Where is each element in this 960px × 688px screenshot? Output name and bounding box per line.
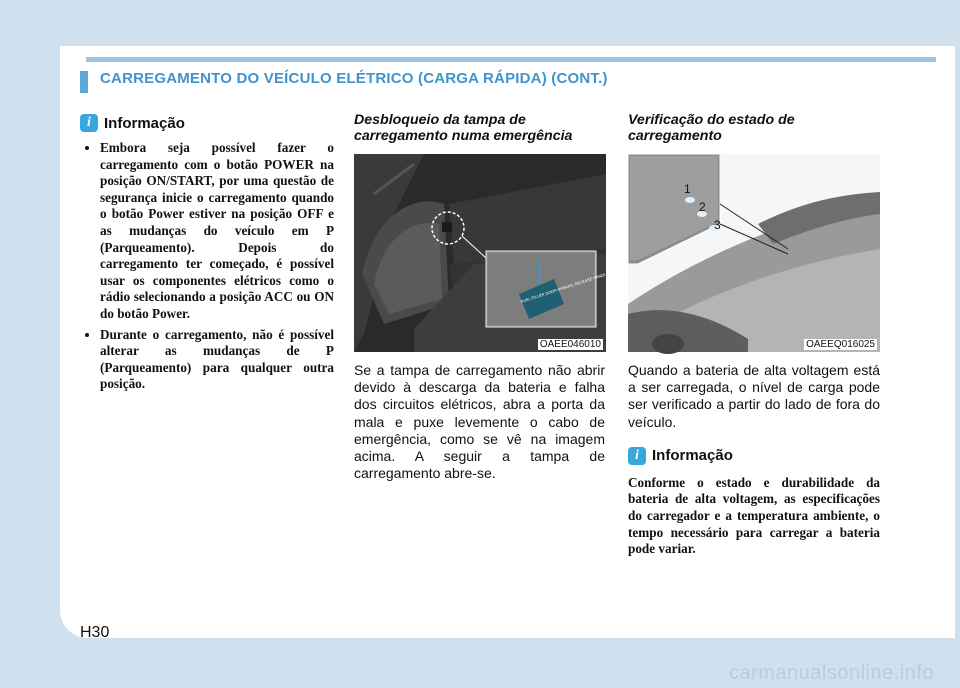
car-figure [628,154,880,352]
info-bullet-list [80,140,334,393]
charge-status-text: Quando a bateria de alta voltagem está a ser carregada, o nível de carga pode ser verificado a partir do lado de fora do veículo. [628,362,880,430]
section-title-emergency-release: Desbloqueio da tampa de carregamento numa emergência [354,112,573,144]
release-tag-text [514,270,610,322]
header-rule [86,57,936,62]
page-number: H30 [80,624,110,641]
callout-1: 1 [684,182,691,196]
column-right [628,112,880,558]
header-marker [80,71,88,93]
car-illustration [628,154,880,352]
info-bullet: • Embora seja possível fazer o carregamento com o botão POWER na posição ON/START, por uma questão de segurança inicie o carregamento quando o botão Power estiver na posição OFF e as mudanças do veículo em P (Parqueamento). Depois do carregamento ter começado, é possível usar os componentes elétricos como o rádio selecionando a posição ACC ou ON do botão Power. [100,140,334,323]
column-middle [354,112,610,482]
info-note: Conforme o estado e durabilidade da bateria de alta voltagem, as especificações do carregador e a temperatura ambiente, o tempo necessário para carregar a bateria pode variar. [628,474,880,557]
section-header: CARREGAMENTO DO VEÍCULO ELÉTRICO (CARGA RÁPIDA) (CONT.) [100,70,608,87]
callout-2: 2 [699,200,706,214]
info-heading [628,445,880,467]
trunk-illustration [354,154,606,352]
emergency-release-text: Se a tampa de carregamento não abrir devido à descarga da bateria e falha dos circuitos elétricos, abra a porta da mala e puxe levemente o cabo de emergência, como se vê na imagem acima. A seguir a tampa de carregamento abre-se. [354,362,605,482]
info-icon: i [628,447,646,465]
watermark: carmanualsonline.info [728,662,934,684]
info-heading [80,112,334,134]
info-icon: i [80,114,98,132]
column-left [80,112,334,397]
figure-code: OAEEQ016025 [806,339,875,350]
release-tag-label: FUEL FILLER DOOR MANUAL RELEASE HANDLE [519,270,610,305]
figure-code: OAEE046010 [539,339,601,350]
info-title: Informação [104,114,185,132]
callout-3: 3 [714,218,721,232]
info-bullet: • Durante o carregamento, não é possível alterar as mudanças de P (Parqueamento) para qualquer outra posição. [100,327,334,393]
trunk-figure [354,154,610,352]
section-title-charge-status: Verificação do estado de carregamento [628,112,795,144]
info-title: Informação [652,447,733,465]
